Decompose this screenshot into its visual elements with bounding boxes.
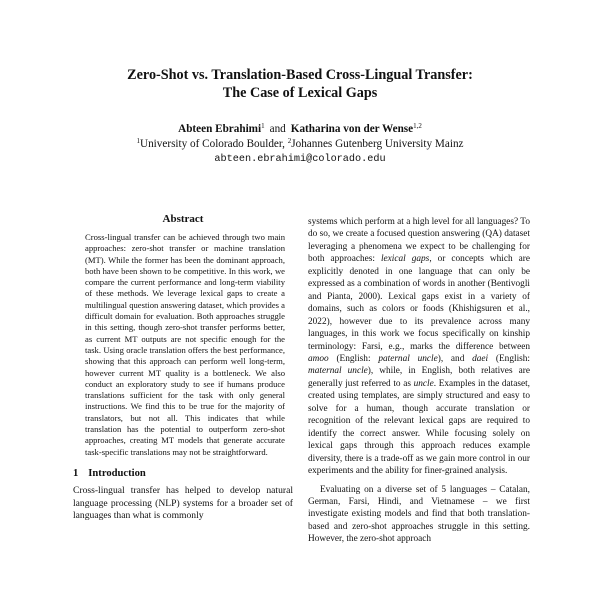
affiliation-text: Johannes Gutenberg University Mainz — [291, 138, 464, 150]
author-line — [60, 122, 540, 137]
title-line-1: Zero-Shot vs. Translation-Based Cross-Lingual Transfer: — [127, 67, 473, 83]
affiliation-superscript: 2 — [287, 137, 292, 145]
affiliation-line — [60, 137, 540, 152]
author-email: abteen.ebrahimi@colorado.edu — [214, 154, 386, 165]
emphasis-text: paternal uncle — [378, 353, 438, 364]
text-run: , or concepts which are explicitly denoted in one language that can only be expressed as a combination of words in another (Bentivogli and Pianta, 2000). Lexical gaps exist in a variety of domains, such as colors or foods (Khishigsuren et al., 2022), however due to its prevalence across many languages, in this work we focus specifically on kinship terminology: Farsi, e.g., marks the difference between — [308, 254, 531, 352]
emphasis-text: uncle — [413, 378, 434, 389]
abstract-heading: Abstract — [162, 213, 204, 225]
affiliation-text: University of Colorado Boulder, — [140, 138, 288, 150]
left-column — [73, 212, 293, 523]
section-heading-introduction — [73, 467, 293, 481]
emphasis-text: daei — [472, 353, 489, 364]
abstract-text: Cross-lingual transfer can be achieved through two main approaches: zero-shot transfer or machine translation (MT). While the former has been the dominant approach, both have been shown to be competitive. In this work, we compare the current performance and long-term viability of these methods. We leverage lexical gaps to create a multilingual question answering dataset, which provides a difficult domain for evaluation. Both approaches struggle in this setting, though zero-shot transfer performs better, as current MT outputs are not specific enough for the task. Using oracle translation offers the best performance, showing that this approach can perform well long-term, however current MT quality is a bottleneck. We also conduct an exploratory study to see if humans produce translations sufficient for the task with only general instructions. We find this to be true for the majority of translators, but not all. This indicates that while translation has the potential to outperform zero-shot approaches, creating MT models that generate accurate task-specific translations may not be straightforward. — [85, 232, 285, 457]
author-superscript: 1 — [261, 122, 265, 130]
right-column — [308, 216, 530, 546]
title-line-2: The Case of Lexical Gaps — [222, 85, 378, 101]
section-title-text: Introduction — [88, 467, 146, 479]
author-conjunction: and — [269, 123, 286, 135]
emphasis-text: lexical gaps — [380, 254, 430, 265]
body-paragraph: Evaluating on a diverse set of 5 languages – Catalan, German, Farsi, Hindi, and Vietnamese – we first investigate existing models and find that both translation-based and zero-shot approaches struggle in this setting. However, the zero-shot approach — [308, 484, 530, 545]
author-superscript: 1,2 — [413, 122, 422, 130]
text-run: ), while, in English, both relatives are generally just referred to as — [308, 366, 530, 389]
emphasis-text: amoo — [308, 353, 329, 364]
body-paragraph — [308, 216, 530, 478]
author-name: Katharina von der Wense — [290, 123, 414, 135]
author-name: Abteen Ebrahimi — [178, 123, 262, 135]
text-run: (English: — [328, 353, 379, 364]
text-run: . Examples in the dataset, created using templates, are simply structured and easy to solve for a human, though accurate translation or recognition of the relevant lexical gaps are required to identify the correct answer. While focusing solely on lexical gaps through this approach reduces example diversity, there is a trade-off as we gain more control in our experiments and the ability for finer-grained analysis. — [308, 378, 530, 477]
affiliation-superscript: 1 — [136, 137, 140, 145]
paper-title — [60, 66, 540, 102]
author-block — [60, 122, 540, 167]
text-run: (English: — [488, 353, 530, 364]
introduction-text: Cross-lingual transfer has helped to develop natural language processing (NLP) systems for a broader set of languages than what is commonly — [73, 484, 293, 522]
emphasis-text: maternal uncle — [308, 366, 368, 377]
text-run: systems which perform at a high level for all languages? To do so, we create a focused question answering (QA) dataset leveraging a phenomena we expect to be challenging for both approaches: — [308, 217, 531, 265]
text-run: ), and — [437, 353, 473, 364]
section-number: 1 — [73, 467, 79, 479]
